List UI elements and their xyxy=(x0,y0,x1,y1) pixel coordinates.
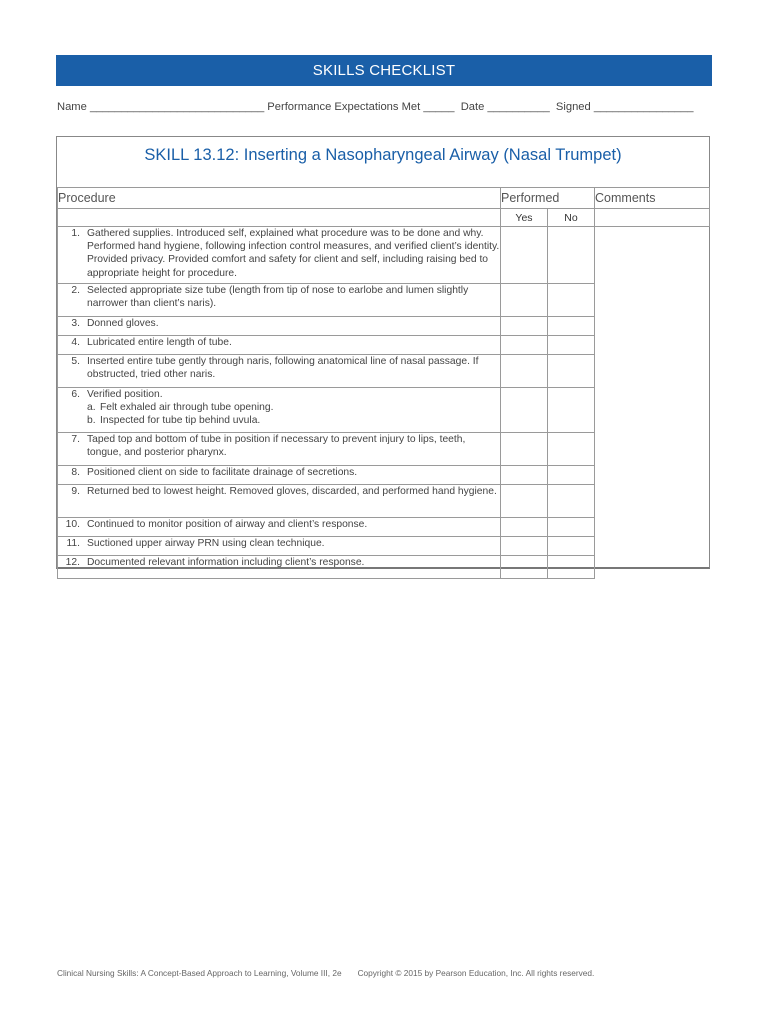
procedure-step-cell xyxy=(58,317,501,336)
step-number: 2. xyxy=(71,285,80,296)
table-row xyxy=(58,317,710,336)
step-text: Positioned client on side to facilitate drainage of secretions. xyxy=(87,467,358,478)
no-checkbox-cell[interactable] xyxy=(548,227,595,284)
yes-checkbox-cell[interactable] xyxy=(501,485,548,518)
table-row xyxy=(58,355,710,388)
step-number: 3. xyxy=(71,318,80,329)
no-checkbox-cell[interactable] xyxy=(548,388,595,433)
no-checkbox-cell[interactable] xyxy=(548,537,595,556)
yes-checkbox-cell[interactable] xyxy=(501,227,548,284)
subitem-letter: b. xyxy=(87,415,96,427)
step-number: 4. xyxy=(71,337,80,348)
step-number: 9. xyxy=(71,486,80,497)
procedure-step-cell xyxy=(58,227,501,284)
step-number: 10. xyxy=(65,519,80,530)
performed-header: Performed xyxy=(501,188,595,209)
no-checkbox-cell[interactable] xyxy=(548,556,595,579)
no-checkbox-cell[interactable] xyxy=(548,466,595,485)
comments-header: Comments xyxy=(595,188,710,209)
step-number: 7. xyxy=(71,434,80,445)
no-checkbox-cell[interactable] xyxy=(548,317,595,336)
subitem-letter: a. xyxy=(87,402,96,414)
step-text: Donned gloves. xyxy=(87,318,159,329)
skill-title: SKILL 13.12: Inserting a Nasopharyngeal Airway (Nasal Trumpet) xyxy=(144,146,622,164)
procedure-step-cell xyxy=(58,518,501,537)
name-label: Name xyxy=(57,101,87,113)
step-subitem xyxy=(87,401,500,414)
yes-checkbox-cell[interactable] xyxy=(501,388,548,433)
footer-copyright: Copyright © 2015 by Pearson Education, Inc. All rights reserved. xyxy=(357,968,595,978)
procedure-table xyxy=(57,187,710,579)
procedure-step-cell xyxy=(58,388,501,433)
step-number: 1. xyxy=(71,228,80,239)
step-text: Verified position. xyxy=(87,389,163,400)
procedure-step-cell xyxy=(58,433,501,466)
no-checkbox-cell[interactable] xyxy=(548,284,595,317)
steps-body xyxy=(58,227,710,579)
no-checkbox-cell[interactable] xyxy=(548,518,595,537)
page-footer xyxy=(57,968,594,978)
yes-checkbox-cell[interactable] xyxy=(501,336,548,355)
yes-checkbox-cell[interactable] xyxy=(501,433,548,466)
step-text: Documented relevant information including client’s response. xyxy=(87,557,365,568)
procedure-step-cell xyxy=(58,537,501,556)
signed-field[interactable]: ________________ xyxy=(593,101,694,113)
step-text: Selected appropriate size tube (length from tip of nose to earlobe and lumen slightly narrower than client’s naris). xyxy=(87,285,469,310)
yes-checkbox-cell[interactable] xyxy=(501,284,548,317)
step-text: Gathered supplies. Introduced self, explained what procedure was to be done and why. Performed hand hygiene, following infection control measures, and verified client’s identity. Provided privacy. Provided comfort and safety for client and self, including raising bed to appropriate height for procedure. xyxy=(87,228,500,279)
table-row xyxy=(58,518,710,537)
yes-checkbox-cell[interactable] xyxy=(501,518,548,537)
no-checkbox-cell[interactable] xyxy=(548,433,595,466)
step-number: 11. xyxy=(66,538,80,549)
date-field[interactable]: __________ xyxy=(487,101,550,113)
step-subitem xyxy=(87,414,500,427)
step-text: Lubricated entire length of tube. xyxy=(87,337,232,348)
procedure-subheader-blank xyxy=(58,209,501,227)
date-label: Date xyxy=(460,101,485,113)
performance-label: Performance Expectations Met xyxy=(267,101,421,113)
step-text: Suctioned upper airway PRN using clean technique. xyxy=(87,538,325,549)
subitem-text: Felt exhaled air through tube opening. xyxy=(100,402,274,414)
performance-field[interactable]: _____ xyxy=(423,101,455,113)
procedure-step-cell xyxy=(58,355,501,388)
procedure-header: Procedure xyxy=(58,188,501,209)
no-checkbox-cell[interactable] xyxy=(548,485,595,518)
table-row xyxy=(58,537,710,556)
yes-subheader: Yes xyxy=(501,209,548,227)
step-text: Continued to monitor position of airway and client’s response. xyxy=(87,519,368,530)
table-row xyxy=(58,388,710,433)
procedure-step-cell xyxy=(58,336,501,355)
no-checkbox-cell[interactable] xyxy=(548,355,595,388)
yes-checkbox-cell[interactable] xyxy=(501,537,548,556)
table-row xyxy=(58,433,710,466)
step-number: 5. xyxy=(71,356,80,367)
footer-book-title: Clinical Nursing Skills: A Concept-Based Approach to Learning, Volume III, 2e xyxy=(57,968,342,978)
comments-cell[interactable] xyxy=(595,209,710,227)
signed-label: Signed xyxy=(555,101,591,113)
no-checkbox-cell[interactable] xyxy=(548,336,595,355)
skill-sheet xyxy=(56,136,710,569)
table-row xyxy=(58,227,710,284)
procedure-step-cell xyxy=(58,556,501,579)
table-row xyxy=(58,336,710,355)
step-text: Inserted entire tube gently through naris, following anatomical line of nasal passage. If obstructed, tried other naris. xyxy=(87,356,479,381)
table-row xyxy=(58,556,710,579)
step-number: 8. xyxy=(71,467,80,478)
procedure-step-cell xyxy=(58,485,501,518)
step-text: Returned bed to lowest height. Removed gloves, discarded, and performed hand hygiene. xyxy=(87,486,497,497)
yes-checkbox-cell[interactable] xyxy=(501,556,548,579)
skills-checklist-banner: SKILLS CHECKLIST xyxy=(56,55,712,86)
procedure-step-cell xyxy=(58,284,501,317)
yes-checkbox-cell[interactable] xyxy=(501,355,548,388)
table-row xyxy=(58,284,710,317)
procedure-step-cell xyxy=(58,466,501,485)
yes-checkbox-cell[interactable] xyxy=(501,466,548,485)
table-row xyxy=(58,485,710,518)
subitem-text: Inspected for tube tip behind uvula. xyxy=(100,415,261,427)
table-row xyxy=(58,466,710,485)
step-number: 12. xyxy=(65,557,80,568)
yes-checkbox-cell[interactable] xyxy=(501,317,548,336)
name-field[interactable]: ____________________________ xyxy=(89,101,265,113)
name-signature-row xyxy=(57,101,717,113)
no-subheader: No xyxy=(548,209,595,227)
step-text: Taped top and bottom of tube in position if necessary to prevent injury to lips, teeth, tongue, and posterior pharynx. xyxy=(87,434,466,459)
step-number: 6. xyxy=(71,389,80,400)
